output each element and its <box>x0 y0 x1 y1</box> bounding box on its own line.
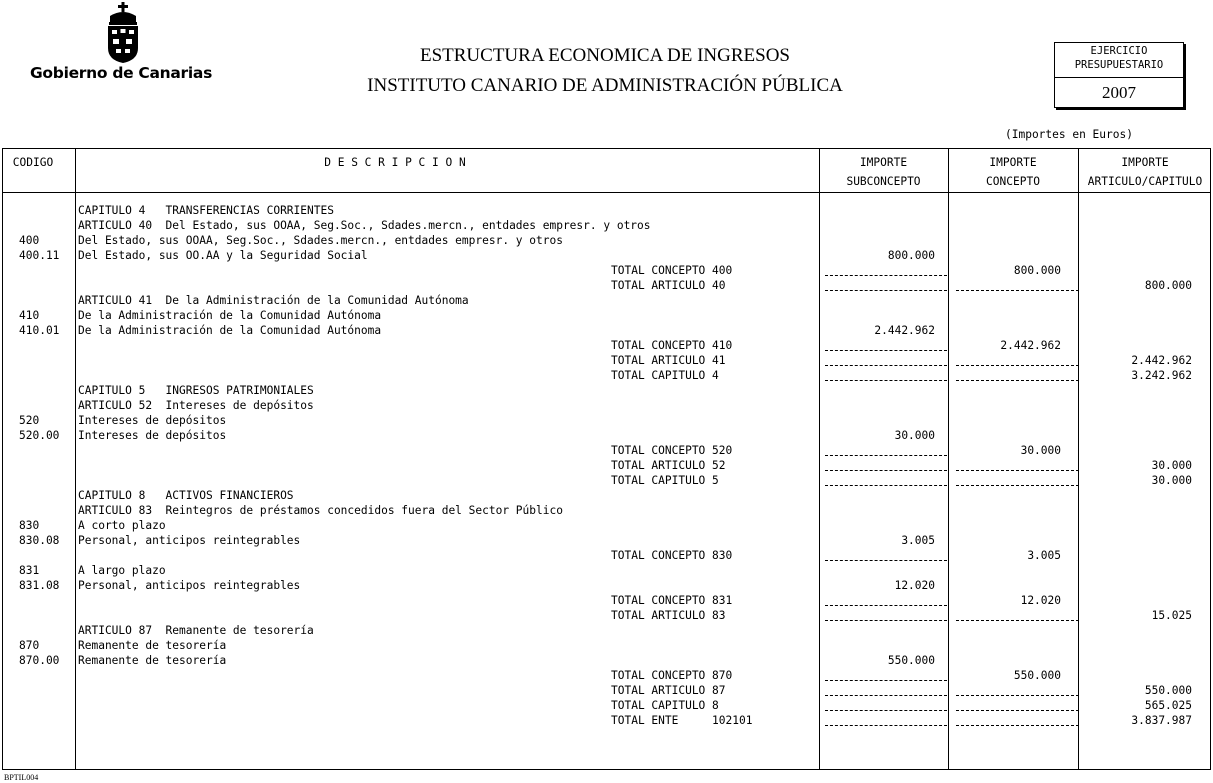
row-importe-articulo: 15.025 <box>1151 609 1192 622</box>
row-importe-articulo: 3.837.987 <box>1131 714 1192 727</box>
row-importe-concepto: 12.020 <box>1020 594 1061 607</box>
row-code: 410 <box>19 309 40 322</box>
ejercicio-box <box>1054 42 1184 108</box>
row-code: 830.08 <box>19 534 60 547</box>
row-importe-concepto: 2.442.962 <box>1000 339 1061 352</box>
row-description: ARTICULO 41 De la Administración de la Comunidad Autónoma <box>78 294 469 307</box>
row-code: 870.00 <box>19 654 60 667</box>
total-dash-line <box>825 710 947 711</box>
row-importe-articulo: 565.025 <box>1144 699 1192 712</box>
total-dash-line <box>825 365 947 366</box>
row-importe-subconcepto: 550.000 <box>887 654 935 667</box>
row-description: CAPITULO 4 TRANSFERENCIAS CORRIENTES <box>78 204 334 217</box>
row-total-label: TOTAL ARTICULO 87 <box>611 684 726 697</box>
ejercicio-label-line2: PRESUPUESTARIO <box>1074 59 1164 71</box>
row-importe-subconcepto: 2.442.962 <box>874 324 935 337</box>
col-header-line: IMPORTE <box>859 156 908 169</box>
row-importe-subconcepto: 3.005 <box>901 534 935 547</box>
row-code: 870 <box>19 639 40 652</box>
row-total-label: TOTAL ENTE 102101 <box>611 714 753 727</box>
total-dash-line <box>956 365 1079 366</box>
row-description: ARTICULO 40 Del Estado, sus OOAA, Seg.Soc., Sdades.mercn., entdades empresr. y otros <box>78 219 651 232</box>
row-code: 400 <box>19 234 40 247</box>
report-title: ESTRUCTURA ECONOMICA DE INGRESOS <box>419 45 790 66</box>
row-description: Del Estado, sus OO.AA y la Seguridad Social <box>78 249 368 262</box>
total-dash-line <box>956 380 1079 381</box>
column-divider <box>819 149 820 769</box>
row-importe-articulo: 30.000 <box>1151 459 1192 472</box>
row-total-label: TOTAL ARTICULO 41 <box>611 354 726 367</box>
total-dash-line <box>956 290 1079 291</box>
row-description: CAPITULO 8 ACTIVOS FINANCIEROS <box>78 489 294 502</box>
row-description: Intereses de depósitos <box>78 414 227 427</box>
total-dash-line <box>825 290 947 291</box>
row-importe-subconcepto: 800.000 <box>887 249 935 262</box>
row-description: A largo plazo <box>78 564 166 577</box>
row-importe-concepto: 550.000 <box>1013 669 1061 682</box>
row-description: Intereses de depósitos <box>78 429 227 442</box>
income-table <box>2 148 1211 770</box>
row-description: De la Administración de la Comunidad Autónoma <box>78 324 382 337</box>
total-dash-line <box>825 680 947 681</box>
col-header-line: SUBCONCEPTO <box>846 175 921 188</box>
row-description: Remanente de tesorería <box>78 639 227 652</box>
row-total-label: TOTAL CONCEPTO 831 <box>611 594 733 607</box>
total-dash-line <box>956 710 1079 711</box>
row-total-label: TOTAL CONCEPTO 830 <box>611 549 733 562</box>
row-total-label: TOTAL ARTICULO 40 <box>611 279 726 292</box>
row-total-label: TOTAL CAPITULO 5 <box>611 474 719 487</box>
row-code: 830 <box>19 519 40 532</box>
row-description: Personal, anticipos reintegrables <box>78 579 301 592</box>
org-name: Gobierno de Canarias <box>30 64 212 82</box>
row-total-label: TOTAL CAPITULO 4 <box>611 369 719 382</box>
total-dash-line <box>956 470 1079 471</box>
col-header-line: IMPORTE <box>1121 156 1169 169</box>
total-dash-line <box>825 620 947 621</box>
col-header-codigo: CODIGO <box>12 156 54 169</box>
total-dash-line <box>825 695 947 696</box>
institution-name: INSTITUTO CANARIO DE ADMINISTRACIÓN PÚBLICA <box>367 75 843 96</box>
ejercicio-label-line1: EJERCICIO <box>1090 45 1148 57</box>
column-divider <box>75 149 76 769</box>
row-description: Del Estado, sus OOAA, Seg.Soc., Sdades.mercn., entdades empresr. y otros <box>78 234 563 247</box>
row-importe-articulo: 550.000 <box>1144 684 1192 697</box>
row-code: 400.11 <box>19 249 60 262</box>
row-importe-articulo: 800.000 <box>1144 279 1192 292</box>
row-importe-concepto: 30.000 <box>1020 444 1061 457</box>
col-header-importe-subconcepto <box>819 153 948 191</box>
row-code: 520 <box>19 414 40 427</box>
total-dash-line <box>825 485 947 486</box>
row-code: 520.00 <box>19 429 60 442</box>
col-header-importe-articulo <box>1078 153 1212 191</box>
total-dash-line <box>956 620 1079 621</box>
report-code: BPTIL004 <box>4 773 39 782</box>
row-importe-concepto: 800.000 <box>1013 264 1061 277</box>
row-importe-articulo: 30.000 <box>1151 474 1192 487</box>
total-dash-line <box>825 275 947 276</box>
row-total-label: TOTAL CONCEPTO 400 <box>611 264 733 277</box>
row-code: 410.01 <box>19 324 60 337</box>
ejercicio-divider <box>1055 77 1183 78</box>
total-dash-line <box>825 725 947 726</box>
col-header-importe-concepto <box>948 153 1078 191</box>
ejercicio-label <box>1055 44 1183 72</box>
total-dash-line <box>825 455 947 456</box>
total-dash-line <box>825 470 947 471</box>
row-description: ARTICULO 52 Intereses de depósitos <box>78 399 314 412</box>
row-importe-articulo: 3.242.962 <box>1131 369 1192 382</box>
row-description: ARTICULO 87 Remanente de tesorería <box>78 624 314 637</box>
total-dash-line <box>956 725 1079 726</box>
total-dash-line <box>825 560 947 561</box>
row-code: 831 <box>19 564 40 577</box>
row-code: 831.08 <box>19 579 60 592</box>
col-header-line: IMPORTE <box>989 156 1037 169</box>
col-header-line: ARTICULO/CAPITULO <box>1087 175 1203 188</box>
col-header-line: CONCEPTO <box>986 175 1040 188</box>
row-description: A corto plazo <box>78 519 166 532</box>
row-total-label: TOTAL CONCEPTO 870 <box>611 669 733 682</box>
coat-of-arms-icon <box>104 2 142 64</box>
row-importe-articulo: 2.442.962 <box>1131 354 1192 367</box>
row-total-label: TOTAL CAPITULO 8 <box>611 699 719 712</box>
col-header-descripcion: D E S C R I P C I O N <box>324 156 466 169</box>
row-description: De la Administración de la Comunidad Autónoma <box>78 309 382 322</box>
row-total-label: TOTAL ARTICULO 83 <box>611 609 726 622</box>
row-description: ARTICULO 83 Reintegros de préstamos concedidos fuera del Sector Público <box>78 504 563 517</box>
row-importe-subconcepto: 30.000 <box>894 429 935 442</box>
total-dash-line <box>825 380 947 381</box>
row-importe-concepto: 3.005 <box>1027 549 1061 562</box>
row-total-label: TOTAL ARTICULO 52 <box>611 459 726 472</box>
row-total-label: TOTAL CONCEPTO 410 <box>611 339 733 352</box>
header-divider <box>3 192 1210 193</box>
units-note: (Importes en Euros) <box>1005 128 1133 141</box>
total-dash-line <box>825 350 947 351</box>
row-importe-subconcepto: 12.020 <box>894 579 935 592</box>
row-description: CAPITULO 5 INGRESOS PATRIMONIALES <box>78 384 314 397</box>
row-description: Personal, anticipos reintegrables <box>78 534 301 547</box>
total-dash-line <box>825 605 947 606</box>
row-description: Remanente de tesorería <box>78 654 227 667</box>
gobierno-canarias-logo <box>28 2 214 82</box>
total-dash-line <box>956 695 1079 696</box>
total-dash-line <box>956 485 1079 486</box>
row-total-label: TOTAL CONCEPTO 520 <box>611 444 733 457</box>
ejercicio-year: 2007 <box>1102 83 1136 102</box>
